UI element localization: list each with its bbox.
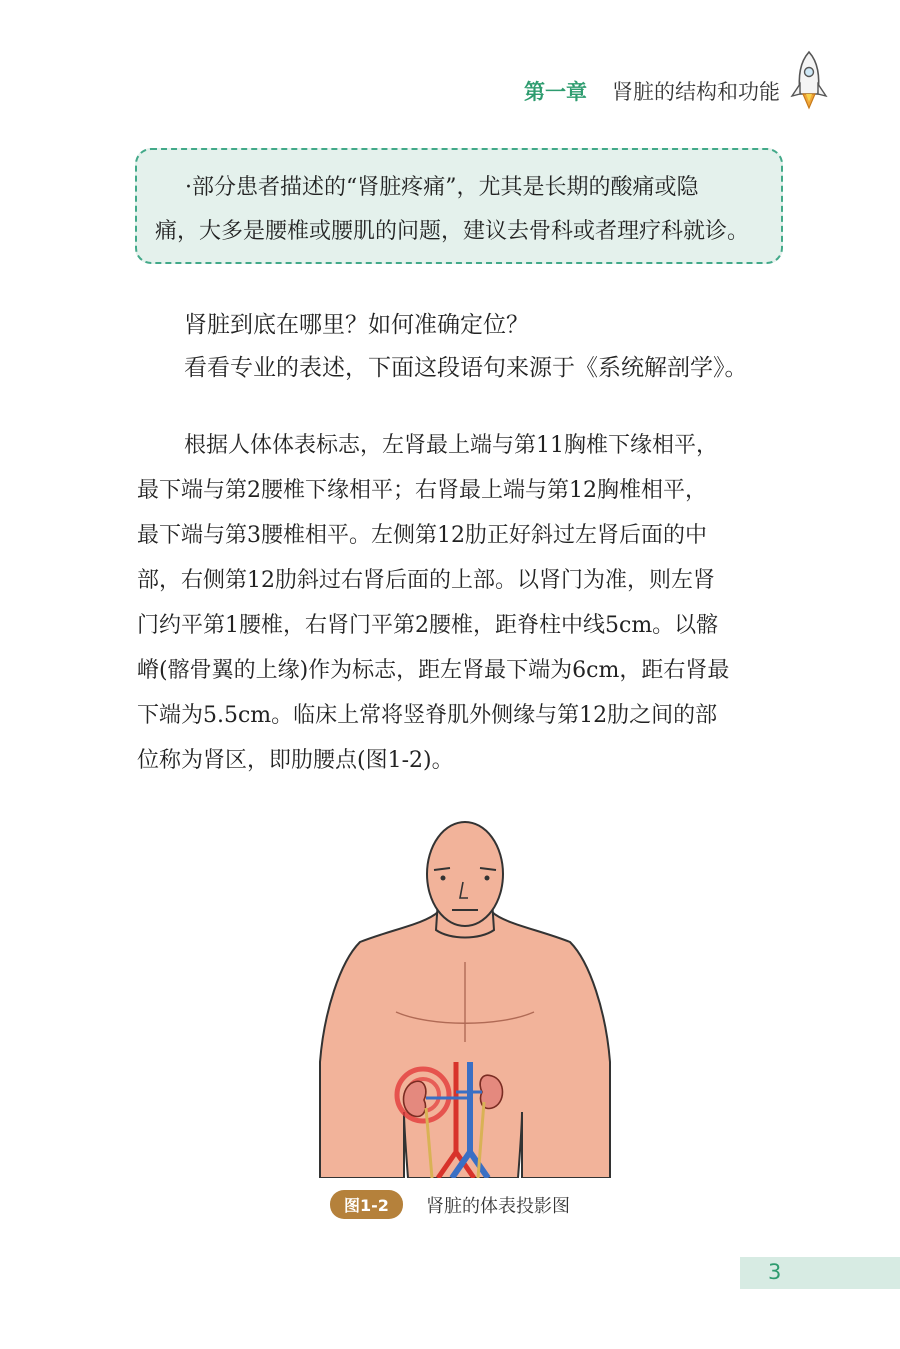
figure-label: 图1-2 bbox=[330, 1190, 403, 1219]
body-line: 门约平第1腰椎，右肾门平第2腰椎，距脊柱中线5cm。以髂 bbox=[137, 613, 719, 638]
body-line: 最下端与第2腰椎下缘相平；右肾最上端与第12胸椎相平， bbox=[137, 478, 707, 503]
body-line: 嵴(髂骨翼的上缘)作为标志，距左肾最下端为6cm，距右肾最 bbox=[137, 658, 730, 683]
body-line: 下端为5.5cm。临床上常将竖脊肌外侧缘与第12肋之间的部 bbox=[137, 703, 718, 728]
rocket-icon bbox=[788, 50, 830, 110]
page-number-bar bbox=[740, 1257, 900, 1289]
intro-source: 看看专业的表述，下面这段语句来源于《系统解剖学》。 bbox=[184, 355, 748, 381]
page-number: 3 bbox=[768, 1260, 782, 1284]
body-line: 位称为肾区，即肋腰点(图1-2)。 bbox=[137, 748, 454, 773]
body-line: 根据人体体表标志，左肾最上端与第11胸椎下缘相平， bbox=[184, 433, 718, 458]
tip-box bbox=[135, 148, 783, 264]
body-line: 最下端与第3腰椎相平。左侧第12肋正好斜过左肾后面的中 bbox=[137, 523, 707, 548]
tip-line-1: ·部分患者描述的“肾脏疼痛”，尤其是长期的酸痛或隐 bbox=[185, 175, 699, 200]
chapter-title: 肾脏的结构和功能 bbox=[612, 80, 780, 104]
figure-caption bbox=[330, 1190, 570, 1218]
running-header bbox=[500, 72, 800, 112]
body-line: 部，右侧第12肋斜过右肾后面的上部。以肾门为准，则左肾 bbox=[137, 568, 715, 593]
intro-question: 肾脏到底在哪里？如何准确定位？ bbox=[184, 312, 529, 338]
figure-caption-text: 肾脏的体表投影图 bbox=[426, 1195, 571, 1217]
torso bbox=[320, 912, 610, 1178]
kidney-projection-illustration bbox=[300, 812, 630, 1178]
left-kidney bbox=[404, 1081, 426, 1116]
tip-line-2: 痛，大多是腰椎或腰肌的问题，建议去骨科或者理疗科就诊。 bbox=[155, 219, 750, 244]
chapter-label: 第一章 bbox=[524, 80, 587, 104]
